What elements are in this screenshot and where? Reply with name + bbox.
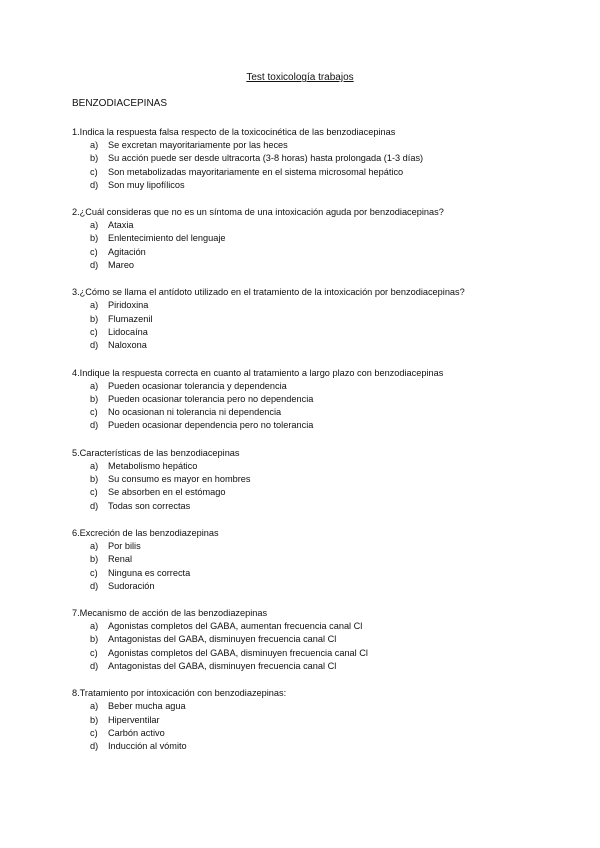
answer-option: [72, 259, 542, 272]
option-letter: c): [90, 326, 98, 337]
option-text: Naloxona: [108, 340, 147, 351]
answer-option: [72, 152, 542, 165]
option-letter: c): [90, 727, 98, 738]
option-letter: a): [90, 540, 99, 551]
option-text: Se excretan mayoritariamente por las heces: [108, 140, 288, 150]
question-block: [72, 286, 542, 352]
option-text: Pueden ocasionar dependencia pero no tolerancia: [108, 420, 314, 431]
answer-option: [72, 139, 542, 152]
answer-option: [72, 700, 542, 713]
option-letter: a): [90, 460, 99, 471]
option-text: Mareo: [108, 260, 135, 271]
option-letter: d): [90, 260, 99, 271]
option-text: Inducción al vómito: [108, 741, 187, 752]
option-letter: b): [90, 393, 99, 404]
option-letter: d): [90, 580, 99, 591]
option-text: Pueden ocasionar tolerancia y dependencia: [108, 380, 287, 391]
option-text: Agitación: [108, 246, 146, 257]
option-text: Ataxia: [108, 220, 134, 231]
question-text: 7.Mecanismo de acción de las benzodiazepinas: [72, 608, 268, 619]
option-list: [72, 700, 542, 753]
answer-option: [72, 473, 542, 486]
option-letter: a): [90, 300, 99, 311]
answer-option: [72, 647, 542, 660]
option-list: [72, 620, 542, 673]
question-list: [72, 126, 542, 768]
answer-option: [72, 166, 542, 179]
option-letter: d): [90, 340, 99, 351]
option-text: Flumazenil: [108, 313, 153, 324]
question-block: [72, 527, 542, 593]
answer-option: [72, 326, 542, 339]
question-text: 6.Excreción de las benzodiazepinas: [72, 527, 219, 538]
option-letter: c): [90, 647, 98, 658]
answer-option: [72, 232, 542, 245]
option-text: Se absorben en el estómago: [108, 487, 226, 498]
option-letter: b): [90, 634, 99, 645]
answer-option: [72, 406, 542, 419]
option-text: Piridoxina: [108, 300, 149, 311]
option-letter: c): [90, 246, 98, 257]
option-text: Beber mucha agua: [108, 701, 186, 712]
question-block: [72, 687, 542, 753]
option-text: Pueden ocasionar tolerancia pero no dependencia: [108, 393, 314, 404]
answer-option: [72, 740, 542, 753]
option-text: Antagonistas del GABA, disminuyen frecuencia canal Cl: [108, 661, 337, 672]
question-block: [72, 126, 542, 192]
answer-option: [72, 567, 542, 580]
option-letter: a): [90, 701, 99, 712]
option-letter: d): [90, 741, 99, 752]
option-letter: b): [90, 474, 99, 485]
option-text: Lidocaína: [108, 326, 148, 337]
option-letter: a): [90, 140, 99, 150]
answer-option: [72, 714, 542, 727]
option-list: [72, 460, 542, 513]
answer-option: [72, 660, 542, 673]
option-letter: b): [90, 554, 99, 565]
option-list: [72, 219, 542, 272]
answer-option: [72, 500, 542, 513]
option-text: Agonistas completos del GABA, aumentan frecuencia canal Cl: [108, 621, 363, 632]
option-letter: c): [90, 567, 98, 578]
option-text: Son muy lipofílicos: [108, 179, 185, 190]
answer-option: [72, 540, 542, 553]
option-letter: c): [90, 487, 98, 498]
answer-option: [72, 179, 542, 192]
option-list: [72, 299, 542, 352]
answer-option: [72, 620, 542, 633]
option-letter: d): [90, 179, 99, 190]
option-text: Son metabolizadas mayoritariamente en el sistema microsomal hepático: [108, 166, 404, 177]
option-list: [72, 139, 542, 192]
option-text: Su acción puede ser desde ultracorta (3-8 horas) hasta prolongada (1-3 días): [108, 153, 424, 164]
answer-option: [72, 299, 542, 312]
option-letter: a): [90, 621, 99, 632]
option-text: Renal: [108, 554, 133, 565]
option-text: Enlentecimiento del lenguaje: [108, 233, 226, 244]
option-letter: c): [90, 407, 98, 418]
option-letter: b): [90, 233, 99, 244]
question-block: [72, 206, 542, 272]
question-text: 5.Características de las benzodiacepinas: [72, 447, 240, 458]
answer-option: [72, 553, 542, 566]
option-letter: b): [90, 714, 99, 725]
answer-option: [72, 460, 542, 473]
option-text: No ocasionan ni tolerancia ni dependencia: [108, 407, 282, 418]
option-letter: a): [90, 380, 99, 391]
question-text: 4.Indique la respuesta correcta en cuanto al tratamiento a largo plazo con benzodiacepinas: [72, 367, 444, 378]
question-text: 1.Indica la respuesta falsa respecto de la toxicocinética de las benzodiacepinas: [72, 127, 396, 137]
answer-option: [72, 219, 542, 232]
option-text: Por bilis: [108, 540, 141, 551]
answer-option: [72, 393, 542, 406]
option-text: Carbón activo: [108, 727, 165, 738]
answer-option: [72, 580, 542, 593]
option-letter: b): [90, 153, 99, 164]
document-title: Test toxicología trabajos: [246, 72, 354, 83]
option-text: Ninguna es correcta: [108, 567, 191, 578]
option-text: Sudoración: [108, 580, 155, 591]
answer-option: [72, 339, 542, 352]
option-list: [72, 540, 542, 593]
answer-option: [72, 246, 542, 259]
option-text: Agonistas completos del GABA, disminuyen frecuencia canal Cl: [108, 647, 368, 658]
option-letter: d): [90, 420, 99, 431]
option-text: Todas son correctas: [108, 500, 191, 511]
question-text: 3.¿Cómo se llama el antídoto utilizado en el tratamiento de la intoxicación por benzodiacepinas?: [72, 287, 465, 298]
option-letter: c): [90, 166, 98, 177]
option-letter: d): [90, 661, 99, 672]
answer-option: [72, 727, 542, 740]
answer-option: [72, 419, 542, 432]
question-block: [72, 367, 542, 433]
section-heading: BENZODIACEPINAS: [72, 98, 168, 109]
option-letter: d): [90, 500, 99, 511]
option-text: Antagonistas del GABA, disminuyen frecuencia canal Cl: [108, 634, 337, 645]
question-text: 2.¿Cuál consideras que no es un síntoma de una intoxicación aguda por benzodiacepinas?: [72, 207, 444, 218]
answer-option: [72, 380, 542, 393]
option-letter: a): [90, 220, 99, 231]
option-text: Su consumo es mayor en hombres: [108, 474, 251, 485]
option-text: Metabolismo hepático: [108, 460, 198, 471]
answer-option: [72, 486, 542, 499]
question-block: [72, 607, 542, 673]
answer-option: [72, 633, 542, 646]
question-text: 8.Tratamiento por intoxicación con benzodiazepinas:: [72, 688, 287, 699]
option-list: [72, 380, 542, 433]
option-letter: b): [90, 313, 99, 324]
question-block: [72, 447, 542, 513]
option-text: Hiperventilar: [108, 714, 160, 725]
answer-option: [72, 313, 542, 326]
